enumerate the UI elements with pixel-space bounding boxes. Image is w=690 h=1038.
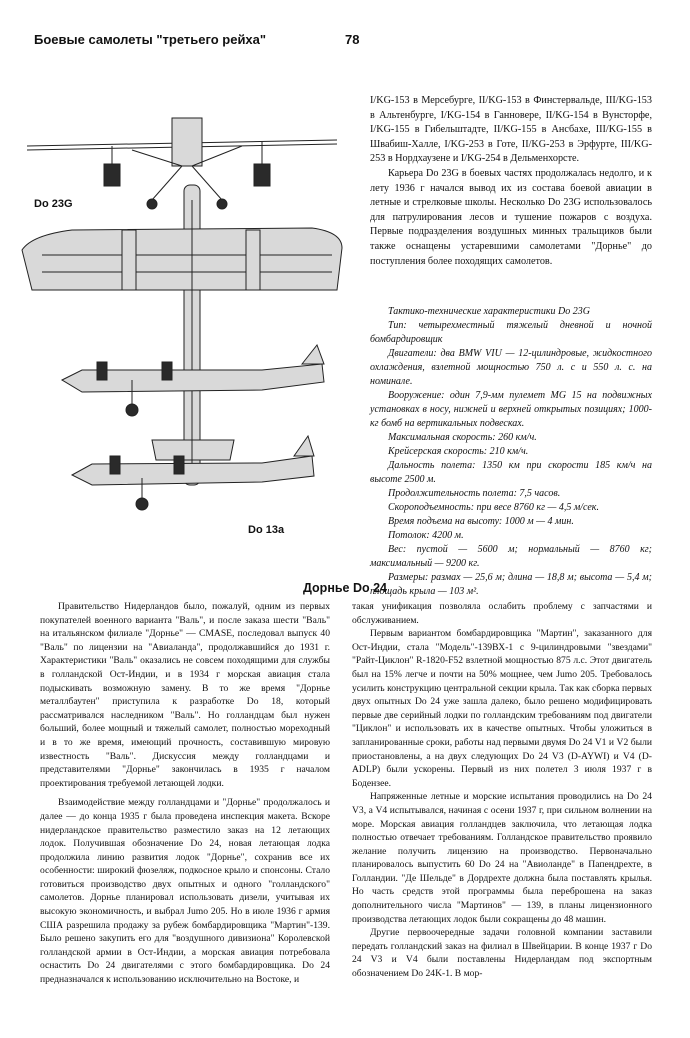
- specifications: [370, 305, 652, 599]
- spec-title: Тактико-технические характеристики Do 23G: [388, 306, 590, 317]
- paragraph: Другие первоочередные задачи головной компании заставили передать голландский заказ на филиал в Швейцарии. В конце 1937 г Do 24 V3 и V4 были поставлены Нидерландам под экспортным обозначением Do 24K-1. В мор-: [352, 927, 652, 980]
- spec-line: Размеры: размах — 25,6 м; длина — 18,8 м; высота — 5,4 м; площадь крыла — 103 м².: [370, 572, 652, 597]
- section-title: Дорнье Do 24: [302, 581, 388, 595]
- paragraph: I/KG-153 в Мерсебурге, II/KG-153 в Финстервальде, III/KG-153 в Альтенбурге, I/KG-154 в Ганновере, II/KG-154 в Вунсторфе, I/KG-155 в Гибельштадте, II/KG-155 в Ансбахе, III/KG-155 в Швабиш-Халле, I/KG-253 в Готе, II/KG-253 в Эрфурте, III/KG-253 в Нордхаузене и I/KG-254 в Дельменхорсте.: [370, 95, 652, 165]
- paragraph: Правительство Нидерландов было, пожалуй, одним из первых покупателей военного варианта "Валь", и после заказа шести "Валь" на итальянском филиале "Дорнье" — CMASE, последовал выпуск 40 "Валь" по лицензии на "Авиаланда", продолжавшийся до 1931 г. Характеристики "Валь" оказались не совсем походящими для службы в голландской Ост-Индии, и в 1934 г морская авиация стала подыскивать возможную замену. В то же время "Дорнье металлбаутен" приступила к разработке Do 18, который рассматривался наследником "Валь". Но голландцам был нужен больший, более мощный и тяжелый самолет, полностью мореходный и в то же время, имеющий прочность, составившую мировую известность "Валь". Дискуссия между голландцами и представителями "Дорнье" закончилась в 1935 г началом проектирования требуемой летающей лодки.: [40, 601, 330, 789]
- spec-line: Потолок: 4200 м.: [388, 530, 464, 541]
- paragraph: Напряженные летные и морские испытания проводились на Do 24 V3, а V4 испытывался, начиная с осени 1937 г, при сильном волнении на море. Морская авиация голландцев заключила, что летающая лодка полностью отвечает требованиям. Голландское правительство проявило желание получить лицензию на производство. Первоначально планировалось выпустить 60 Do 24 на "Авиоланде" в Папендрехте, в Голландии. "Де Шельде" в Дордрехте должна была поставлять крылья. Но часть средств этой программы была переброшена на заказ дополнительного числа "Мартинов" — 139, в планы лицензионного производства летающих лодок были сокращены до 48 машин.: [352, 791, 652, 925]
- spec-line: Двигатели: два BMW VIU — 12-цилиндровые, жидкостного охлаждения, взлетной мощностью 750 л. с и 550 л. с. на номинале.: [370, 348, 652, 387]
- spec-line: Вооружение: один 7,9-мм пулемет MG 15 на подвижных установках в носу, нижней и верхней открытых позициях; 1000-кг бомб на вертикальных подвесках.: [370, 390, 652, 429]
- spec-line: Время подъема на высоту: 1000 м — 4 мин.: [388, 516, 574, 527]
- book-title: Боевые самолеты "третьего рейха": [34, 32, 267, 47]
- spec-line: Тип: четырехместный тяжелый дневной и ночной бомбардировщик: [370, 320, 652, 345]
- spec-line: Вес: пустой — 5600 м; нормальный — 8760 кг; максимальный — 9200 кг.: [370, 544, 652, 569]
- spec-line: Продолжительность полета: 7,5 часов.: [388, 488, 561, 499]
- paragraph: Карьера Do 23G в боевых частях продолжалась недолго, и к лету 1936 г начался вывод их из состава боевой авиации в летные и стрелковые школы. Несколько Do 23G использовалось для патрулирования лесов и тушение пожаров с воздуха. Первые подразделения воздушных минных тральщиков были также оснащены устаревшими самолетами "Дорнье" до поступления более походящих самолетов.: [370, 167, 652, 267]
- spec-line: Дальность полета: 1350 км при скорости 185 км/ч на высоте 2500 м.: [370, 460, 652, 485]
- plan-view-drawing: [22, 185, 342, 485]
- aircraft-figure: [12, 80, 352, 550]
- front-view-drawing: [27, 118, 337, 209]
- right-top-text: [370, 94, 652, 269]
- aircraft-drawings: [12, 80, 352, 550]
- spec-line: Максимальная скорость: 260 км/ч.: [388, 432, 537, 443]
- paragraph: Первым вариантом бомбардировщика "Мартин", заказанного для Ост-Индии, стала "Модель"-139ВХ-1 с 9-цилиндровыми "звездами" "Райт-Циклон" R-1820-F52 взлетной мощностью 875 л.с. Этот двигатель был на 15% легче и почти на 50% мощнее, чем Jumo 205. Требовалось усилить конструкцию центральной секции крыла. Так как сборка первых двух опытных Do 24 уже зашла далеко, было решено модифицировать первые две серийный лодки по голландским требованиям под двигатели "Циклон" и использовать их в качестве опытных. Чтобы уложиться в запланированные сроки, работы над первыми двумя Do 24 V1 и V2 были приостановлены, а на двух следующих Do 24 V3 (D-AYWI) и V4 (D-ADLP) были ускорены. Первый из них полетел 3 июля 1937 г в Бодензее.: [352, 628, 652, 789]
- label-do13a: Do 13a: [248, 524, 285, 536]
- paragraph: Взаимодействие между голландцами и "Дорнье" продолжалось и далее — до конца 1935 г была проведена инспекция макета. Вскоре нидерландское правительство разместило заказ на 12 летающих лодок. Получившая обозначение Do 24, новая летающая лодка продолжила линию развития лодок "Дорнье", сохранив все их особенности: широкий фюзеляж, подкосное крыло и спонсоны. Стало готовиться производство двух опытных и одного "голландского" самолетов. Дорнье планировал использовать дизели, учитывая их высокую экономичность, и выбрал Jumo 205. Но в июле 1936 г армия США разрешила продажу за рубеж бомбардировщика "Мартин"-139. Было решено закупить его для "воздушного дивизиона" Королевской голландской армии в Ост-Индии, а морская авиация потребовала оснастить Do 24 двигателями с этого бомбардировщика. Do 24 предназначался к использованию исключительно на Востоке, и: [40, 797, 330, 986]
- right-column: [352, 600, 652, 981]
- spec-line: Крейсерская скорость: 210 км/ч.: [388, 446, 529, 457]
- spec-line: Скороподъемность: при весе 8760 кг — 4,5 м/сек.: [388, 502, 599, 513]
- page-number: 78: [345, 32, 360, 47]
- paragraph: такая унификация позволяла ослабить проблему с запчастями и обслуживанием.: [352, 601, 652, 626]
- label-do23g: Do 23G: [34, 198, 73, 210]
- left-column: [40, 600, 330, 987]
